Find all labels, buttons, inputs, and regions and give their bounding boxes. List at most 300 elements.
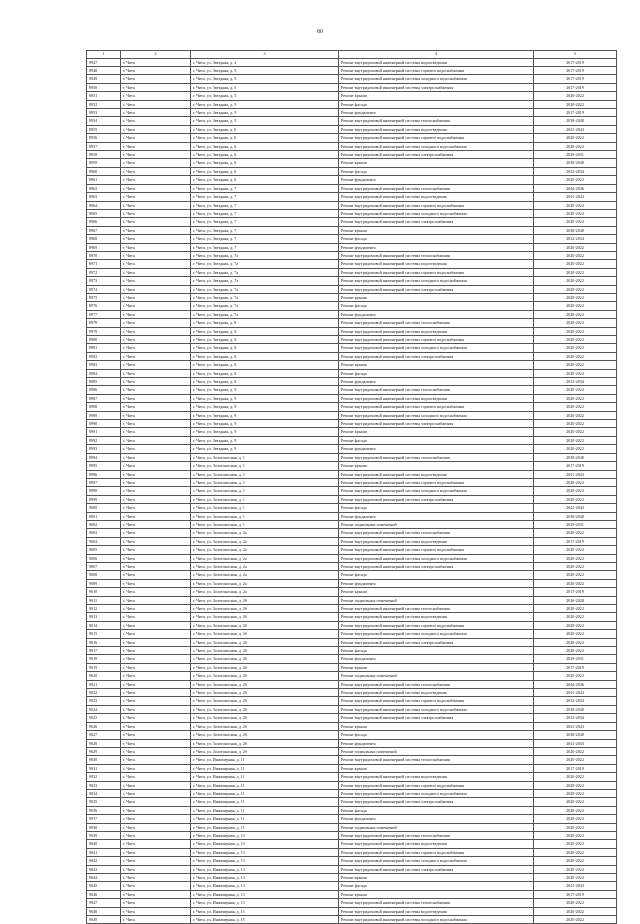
work-type-cell: Ремонт внутридомовой инженерной системы теплоснабжения — [339, 319, 534, 327]
municipality-cell: г. Чита — [121, 268, 191, 276]
address-cell: г. Чита, ул. Золотоносная, д. 1 — [191, 520, 339, 528]
work-type-cell: Ремонт внутридомовой инженерной системы электроснабжения — [339, 218, 534, 226]
municipality-cell: г. Чита — [121, 235, 191, 243]
period-cell: 2032-2034 — [534, 235, 617, 243]
municipality-cell: г. Чита — [121, 117, 191, 125]
row-number: 8948 — [87, 67, 121, 75]
address-cell: г. Чита, ул. Золотоносная, д. 2б — [191, 613, 339, 621]
column-header: 2 — [121, 51, 191, 59]
table-row — [87, 840, 617, 848]
row-number: 9028 — [87, 739, 121, 747]
table-row — [87, 378, 617, 386]
period-cell: 2020-2022 — [534, 445, 617, 453]
municipality-cell: г. Чита — [121, 176, 191, 184]
work-type-cell: Ремонт внутридомовой инженерной системы электроснабжения — [339, 562, 534, 570]
municipality-cell: г. Чита — [121, 554, 191, 562]
address-cell: г. Чита, ул. Звездная, д. 7 — [191, 235, 339, 243]
period-cell: 2020-2022 — [534, 243, 617, 251]
column-header: 4 — [339, 51, 534, 59]
period-cell: 2020-2022 — [534, 747, 617, 755]
municipality-cell: г. Чита — [121, 916, 191, 924]
row-number: 8961 — [87, 176, 121, 184]
table-row — [87, 647, 617, 655]
table-row — [87, 705, 617, 713]
table-row — [87, 319, 617, 327]
municipality-cell: г. Чита — [121, 857, 191, 865]
table-row — [87, 546, 617, 554]
period-cell: 2038-2040 — [534, 226, 617, 234]
address-cell: г. Чита, ул. Золотоносная, д. 2б — [191, 689, 339, 697]
municipality-cell: г. Чита — [121, 218, 191, 226]
period-cell: 2020-2022 — [534, 369, 617, 377]
table-row — [87, 916, 617, 924]
table-row — [87, 327, 617, 335]
work-type-cell: Ремонт фасада — [339, 806, 534, 814]
table-row — [87, 428, 617, 436]
municipality-cell: г. Чита — [121, 647, 191, 655]
table-row — [87, 520, 617, 528]
table-row — [87, 67, 617, 75]
address-cell: г. Чита, ул. Звездная, д. 4 — [191, 58, 339, 66]
row-number: 8966 — [87, 218, 121, 226]
municipality-cell: г. Чита — [121, 125, 191, 133]
row-number: 8972 — [87, 268, 121, 276]
work-type-cell: Ремонт внутридомовой инженерной системы теплоснабжения — [339, 184, 534, 192]
address-cell: г. Чита, ул. Звездная, д. 6 — [191, 134, 339, 142]
period-cell: 2020-2022 — [534, 529, 617, 537]
address-cell: г. Чита, ул. Золотоносная, д. 2б — [191, 680, 339, 688]
row-number: 9047 — [87, 899, 121, 907]
address-cell: г. Чита, ул. Золотоносная, д. 1 — [191, 495, 339, 503]
row-number: 9026 — [87, 722, 121, 730]
address-cell: г. Чита, ул. Золотоносная, д. 2б — [191, 705, 339, 713]
work-type-cell: Ремонт крыши — [339, 361, 534, 369]
row-number: 8969 — [87, 243, 121, 251]
row-number: 9032 — [87, 773, 121, 781]
row-number: 8958 — [87, 151, 121, 159]
address-cell: г. Чита, ул. Инженерная, д. 11 — [191, 806, 339, 814]
municipality-cell: г. Чита — [121, 537, 191, 545]
municipality-cell: г. Чита — [121, 159, 191, 167]
address-cell: г. Чита, ул. Звездная, д. 8 — [191, 361, 339, 369]
table-row — [87, 899, 617, 907]
period-cell: 2020-2022 — [534, 436, 617, 444]
municipality-cell: г. Чита — [121, 453, 191, 461]
row-number: 9042 — [87, 857, 121, 865]
work-type-cell: Ремонт фундамента — [339, 243, 534, 251]
row-number: 9043 — [87, 865, 121, 873]
address-cell: г. Чита, ул. Звездная, д. 7а — [191, 293, 339, 301]
work-type-cell: Ремонт фундамента — [339, 655, 534, 663]
period-cell: 2020-2022 — [534, 562, 617, 570]
row-number: 8973 — [87, 277, 121, 285]
table-row — [87, 798, 617, 806]
address-cell: г. Чита, ул. Звездная, д. 7а — [191, 302, 339, 310]
table-row — [87, 857, 617, 865]
table-row — [87, 268, 617, 276]
row-number: 8996 — [87, 470, 121, 478]
row-number: 8989 — [87, 411, 121, 419]
period-cell: 2017-2019 — [534, 537, 617, 545]
table-row — [87, 445, 617, 453]
table-row — [87, 882, 617, 890]
table-row — [87, 874, 617, 882]
period-cell: 2032-2034 — [534, 167, 617, 175]
row-number: 8968 — [87, 235, 121, 243]
municipality-cell: г. Чита — [121, 840, 191, 848]
municipality-cell: г. Чита — [121, 562, 191, 570]
address-cell: г. Чита, ул. Звездная, д. 5 — [191, 75, 339, 83]
period-cell: 2026-2028 — [534, 596, 617, 604]
row-number: 9010 — [87, 588, 121, 596]
row-number: 9044 — [87, 874, 121, 882]
period-cell: 2020-2022 — [534, 865, 617, 873]
row-number: 9048 — [87, 907, 121, 915]
work-type-cell: Ремонт крыши — [339, 588, 534, 596]
row-number: 9011 — [87, 596, 121, 604]
period-cell: 2038-2040 — [534, 512, 617, 520]
row-number: 8976 — [87, 302, 121, 310]
address-cell: г. Чита, ул. Звездная, д. 6 — [191, 125, 339, 133]
work-type-cell: Ремонт внутридомовой инженерной системы горячего водоснабжения — [339, 403, 534, 411]
work-type-cell: Ремонт внутридомовой инженерной системы водоотведения — [339, 689, 534, 697]
address-cell: г. Чита, ул. Звездная, д. 5 — [191, 83, 339, 91]
municipality-cell: г. Чита — [121, 445, 191, 453]
table-row — [87, 470, 617, 478]
row-number: 9008 — [87, 571, 121, 579]
address-cell: г. Чита, ул. Звездная, д. 8 — [191, 352, 339, 360]
work-type-cell: Ремонт внутридомовой инженерной системы водоотведения — [339, 470, 534, 478]
table-row — [87, 58, 617, 66]
table-row — [87, 394, 617, 402]
municipality-cell: г. Чита — [121, 831, 191, 839]
row-number: 8974 — [87, 285, 121, 293]
row-number: 8982 — [87, 352, 121, 360]
row-number: 9036 — [87, 806, 121, 814]
table-row — [87, 193, 617, 201]
municipality-cell: г. Чита — [121, 882, 191, 890]
row-number: 9018 — [87, 655, 121, 663]
row-number: 8967 — [87, 226, 121, 234]
period-cell: 2044-2046 — [534, 680, 617, 688]
work-type-cell: Ремонт внутридомовой инженерной системы водоотведения — [339, 193, 534, 201]
address-cell: г. Чита, ул. Инженерная, д. 11 — [191, 789, 339, 797]
address-cell: г. Чита, ул. Звездная, д. 5 — [191, 109, 339, 117]
row-number: 9004 — [87, 537, 121, 545]
municipality-cell: г. Чита — [121, 100, 191, 108]
work-type-cell: Ремонт фасада — [339, 571, 534, 579]
column-header: 3 — [191, 51, 339, 59]
work-type-cell: Ремонт внутридомовой инженерной системы теплоснабжения — [339, 386, 534, 394]
address-cell: г. Чита, ул. Инженерная, д. 13 — [191, 882, 339, 890]
address-cell: г. Чита, ул. Инженерная, д. 15 — [191, 907, 339, 915]
table-row — [87, 92, 617, 100]
work-type-cell: Ремонт внутридомовой инженерной системы теплоснабжения — [339, 605, 534, 613]
work-type-cell: Ремонт фасада — [339, 100, 534, 108]
work-type-cell: Ремонт внутридомовой инженерной системы теплоснабжения — [339, 756, 534, 764]
address-cell: г. Чита, ул. Звездная, д. 6 — [191, 167, 339, 175]
row-number: 9014 — [87, 621, 121, 629]
municipality-cell: г. Чита — [121, 470, 191, 478]
municipality-cell: г. Чита — [121, 75, 191, 83]
period-cell: 2020-2022 — [534, 848, 617, 856]
work-type-cell: Ремонт внутридомовой инженерной системы электроснабжения — [339, 352, 534, 360]
period-cell: 2020-2022 — [534, 403, 617, 411]
work-type-cell: Ремонт фасада — [339, 882, 534, 890]
address-cell: г. Чита, ул. Золотоносная, д. 2а — [191, 529, 339, 537]
row-number: 8971 — [87, 260, 121, 268]
work-type-cell: Ремонт внутридомовой инженерной системы электроснабжения — [339, 798, 534, 806]
row-number: 8957 — [87, 142, 121, 150]
municipality-cell: г. Чита — [121, 67, 191, 75]
municipality-cell: г. Чита — [121, 739, 191, 747]
table-row — [87, 596, 617, 604]
work-type-cell: Ремонт внутридомовой инженерной системы холодного водоснабжения — [339, 344, 534, 352]
address-cell: г. Чита, ул. Звездная, д. 8 — [191, 378, 339, 386]
table-row — [87, 722, 617, 730]
address-cell: г. Чита, ул. Звездная, д. 7 — [191, 209, 339, 217]
work-type-cell: Ремонт внутридомовой инженерной системы водоотведения — [339, 840, 534, 848]
municipality-cell: г. Чита — [121, 520, 191, 528]
address-cell: г. Чита, ул. Звездная, д. 7 — [191, 201, 339, 209]
period-cell: 2020-2022 — [534, 579, 617, 587]
work-type-cell: Ремонт крыши — [339, 874, 534, 882]
row-number: 9019 — [87, 663, 121, 671]
row-number: 9016 — [87, 638, 121, 646]
period-cell: 2020-2022 — [534, 218, 617, 226]
row-number: 8960 — [87, 167, 121, 175]
table-row — [87, 689, 617, 697]
work-type-cell: Ремонт внутридомовой инженерной системы холодного водоснабжения — [339, 142, 534, 150]
address-cell: г. Чита, ул. Инженерная, д. 13 — [191, 899, 339, 907]
period-cell: 2020-2022 — [534, 327, 617, 335]
address-cell: г. Чита, ул. Золотоносная, д. 2а — [191, 562, 339, 570]
table-row — [87, 420, 617, 428]
row-number: 9045 — [87, 882, 121, 890]
period-cell: 2020-2022 — [534, 478, 617, 486]
table-row — [87, 361, 617, 369]
municipality-cell: г. Чита — [121, 151, 191, 159]
row-number: 8949 — [87, 75, 121, 83]
period-cell: 2020-2022 — [534, 621, 617, 629]
table-row — [87, 251, 617, 259]
row-number: 8955 — [87, 125, 121, 133]
municipality-cell: г. Чита — [121, 874, 191, 882]
period-cell: 2041-2043 — [534, 882, 617, 890]
table-row — [87, 806, 617, 814]
table-row — [87, 907, 617, 915]
work-type-cell: Ремонт фундамента — [339, 445, 534, 453]
row-number: 9012 — [87, 605, 121, 613]
table-row — [87, 781, 617, 789]
table-row — [87, 630, 617, 638]
work-type-cell: Ремонт подвальных помещений — [339, 672, 534, 680]
municipality-cell: г. Чита — [121, 705, 191, 713]
municipality-cell: г. Чита — [121, 781, 191, 789]
municipality-cell: г. Чита — [121, 529, 191, 537]
row-number: 9013 — [87, 613, 121, 621]
table-row — [87, 436, 617, 444]
address-cell: г. Чита, ул. Звездная, д. 5 — [191, 117, 339, 125]
table-row — [87, 562, 617, 570]
work-type-cell: Ремонт крыши — [339, 226, 534, 234]
row-number: 8986 — [87, 386, 121, 394]
period-cell: 2032-2034 — [534, 697, 617, 705]
row-number: 9002 — [87, 520, 121, 528]
address-cell: г. Чита, ул. Звездная, д. 5 — [191, 100, 339, 108]
address-cell: г. Чита, ул. Звездная, д. 7 — [191, 193, 339, 201]
address-cell: г. Чита, ул. Звездная, д. 5 — [191, 92, 339, 100]
work-type-cell: Ремонт внутридомовой инженерной системы теплоснабжения — [339, 529, 534, 537]
period-cell: 2020-2022 — [534, 92, 617, 100]
row-number: 9015 — [87, 630, 121, 638]
table-row — [87, 167, 617, 175]
work-type-cell: Ремонт внутридомовой инженерной системы теплоснабжения — [339, 680, 534, 688]
municipality-cell: г. Чита — [121, 327, 191, 335]
municipality-cell: г. Чита — [121, 621, 191, 629]
period-cell: 2020-2022 — [534, 293, 617, 301]
row-number: 8947 — [87, 58, 121, 66]
work-type-cell: Ремонт крыши — [339, 663, 534, 671]
work-type-cell: Ремонт внутридомовой инженерной системы холодного водоснабжения — [339, 209, 534, 217]
work-type-cell: Ремонт внутридомовой инженерной системы электроснабжения — [339, 495, 534, 503]
table-row — [87, 613, 617, 621]
municipality-cell: г. Чита — [121, 798, 191, 806]
table-row — [87, 462, 617, 470]
period-cell: 2017-2019 — [534, 588, 617, 596]
row-number: 9020 — [87, 672, 121, 680]
table-row — [87, 125, 617, 133]
table-row — [87, 293, 617, 301]
period-cell: 2020-2022 — [534, 394, 617, 402]
table-row — [87, 83, 617, 91]
work-type-cell: Ремонт внутридомовой инженерной системы электроснабжения — [339, 83, 534, 91]
table-row — [87, 386, 617, 394]
address-cell: г. Чита, ул. Золотоносная, д. 2б — [191, 697, 339, 705]
work-type-cell: Ремонт крыши — [339, 722, 534, 730]
municipality-cell: г. Чита — [121, 428, 191, 436]
work-type-cell: Ремонт внутридомовой инженерной системы горячего водоснабжения — [339, 478, 534, 486]
table-row — [87, 151, 617, 159]
municipality-cell: г. Чита — [121, 293, 191, 301]
municipality-cell: г. Чита — [121, 260, 191, 268]
municipality-cell: г. Чита — [121, 689, 191, 697]
address-cell: г. Чита, ул. Звездная, д. 8 — [191, 336, 339, 344]
row-number: 8987 — [87, 394, 121, 402]
municipality-cell: г. Чита — [121, 663, 191, 671]
address-cell: г. Чита, ул. Золотоносная, д. 1 — [191, 470, 339, 478]
municipality-cell: г. Чита — [121, 495, 191, 503]
table-row — [87, 663, 617, 671]
period-cell: 2020-2022 — [534, 831, 617, 839]
work-type-cell: Ремонт внутридомовой инженерной системы горячего водоснабжения — [339, 268, 534, 276]
work-type-cell: Ремонт крыши — [339, 293, 534, 301]
work-type-cell: Ремонт фасада — [339, 436, 534, 444]
address-cell: г. Чита, ул. Звездная, д. 9 — [191, 403, 339, 411]
municipality-cell: г. Чита — [121, 865, 191, 873]
table-row — [87, 554, 617, 562]
work-type-cell: Ремонт внутридомовой инженерной системы теплоснабжения — [339, 899, 534, 907]
municipality-cell: г. Чита — [121, 251, 191, 259]
period-cell: 2020-2022 — [534, 352, 617, 360]
municipality-cell: г. Чита — [121, 378, 191, 386]
row-number: 9037 — [87, 815, 121, 823]
table-body — [87, 58, 617, 924]
address-cell: г. Чита, ул. Звездная, д. 9 — [191, 411, 339, 419]
table-row — [87, 117, 617, 125]
address-cell: г. Чита, ул. Звездная, д. 7а — [191, 277, 339, 285]
table-row — [87, 638, 617, 646]
work-type-cell: Ремонт внутридомовой инженерной системы водоотведения — [339, 327, 534, 335]
municipality-cell: г. Чита — [121, 630, 191, 638]
address-cell: г. Чита, ул. Золотоносная, д. 2б — [191, 663, 339, 671]
address-cell: г. Чита, ул. Звездная, д. 7 — [191, 226, 339, 234]
period-cell: 2029-2031 — [534, 151, 617, 159]
table-row — [87, 890, 617, 898]
address-cell: г. Чита, ул. Золотоносная, д. 2а — [191, 537, 339, 545]
municipality-cell: г. Чита — [121, 588, 191, 596]
address-cell: г. Чита, ул. Звездная, д. 6 — [191, 159, 339, 167]
row-number: 8984 — [87, 369, 121, 377]
row-number: 8997 — [87, 478, 121, 486]
row-number: 8959 — [87, 159, 121, 167]
work-type-cell: Ремонт внутридомовой инженерной системы горячего водоснабжения — [339, 67, 534, 75]
municipality-cell: г. Чита — [121, 731, 191, 739]
address-cell: г. Чита, ул. Золотоносная, д. 1 — [191, 487, 339, 495]
period-cell: 2038-2040 — [534, 705, 617, 713]
municipality-cell: г. Чита — [121, 109, 191, 117]
table-row — [87, 747, 617, 755]
period-cell: 2038-2040 — [534, 159, 617, 167]
municipality-cell: г. Чита — [121, 571, 191, 579]
row-number: 9046 — [87, 890, 121, 898]
municipality-cell: г. Чита — [121, 420, 191, 428]
row-number: 8952 — [87, 100, 121, 108]
work-type-cell: Ремонт внутридомовой инженерной системы теплоснабжения — [339, 117, 534, 125]
municipality-cell: г. Чита — [121, 243, 191, 251]
row-number: 8995 — [87, 462, 121, 470]
municipality-cell: г. Чита — [121, 890, 191, 898]
municipality-cell: г. Чита — [121, 386, 191, 394]
period-cell: 2020-2022 — [534, 773, 617, 781]
address-cell: г. Чита, ул. Золотоносная, д. 1 — [191, 504, 339, 512]
work-type-cell: Ремонт подвальных помещений — [339, 823, 534, 831]
period-cell: 2020-2022 — [534, 428, 617, 436]
row-number: 9031 — [87, 764, 121, 772]
municipality-cell: г. Чита — [121, 277, 191, 285]
municipality-cell: г. Чита — [121, 83, 191, 91]
table-row — [87, 495, 617, 503]
municipality-cell: г. Чита — [121, 638, 191, 646]
row-number: 8978 — [87, 319, 121, 327]
table-row — [87, 823, 617, 831]
period-cell: 2020-2022 — [534, 319, 617, 327]
address-cell: г. Чита, ул. Звездная, д. 7 — [191, 218, 339, 226]
table-row — [87, 831, 617, 839]
address-cell: г. Чита, ул. Золотоносная, д. 2б — [191, 630, 339, 638]
row-number: 9022 — [87, 689, 121, 697]
period-cell: 2017-2019 — [534, 58, 617, 66]
table-row — [87, 697, 617, 705]
period-cell: 2020-2022 — [534, 638, 617, 646]
period-cell: 2041-2043 — [534, 689, 617, 697]
table-row — [87, 537, 617, 545]
municipality-cell: г. Чита — [121, 352, 191, 360]
work-type-cell: Ремонт внутридомовой инженерной системы холодного водоснабжения — [339, 411, 534, 419]
table-row — [87, 403, 617, 411]
work-type-cell: Ремонт крыши — [339, 890, 534, 898]
period-cell: 2044-2046 — [534, 184, 617, 192]
